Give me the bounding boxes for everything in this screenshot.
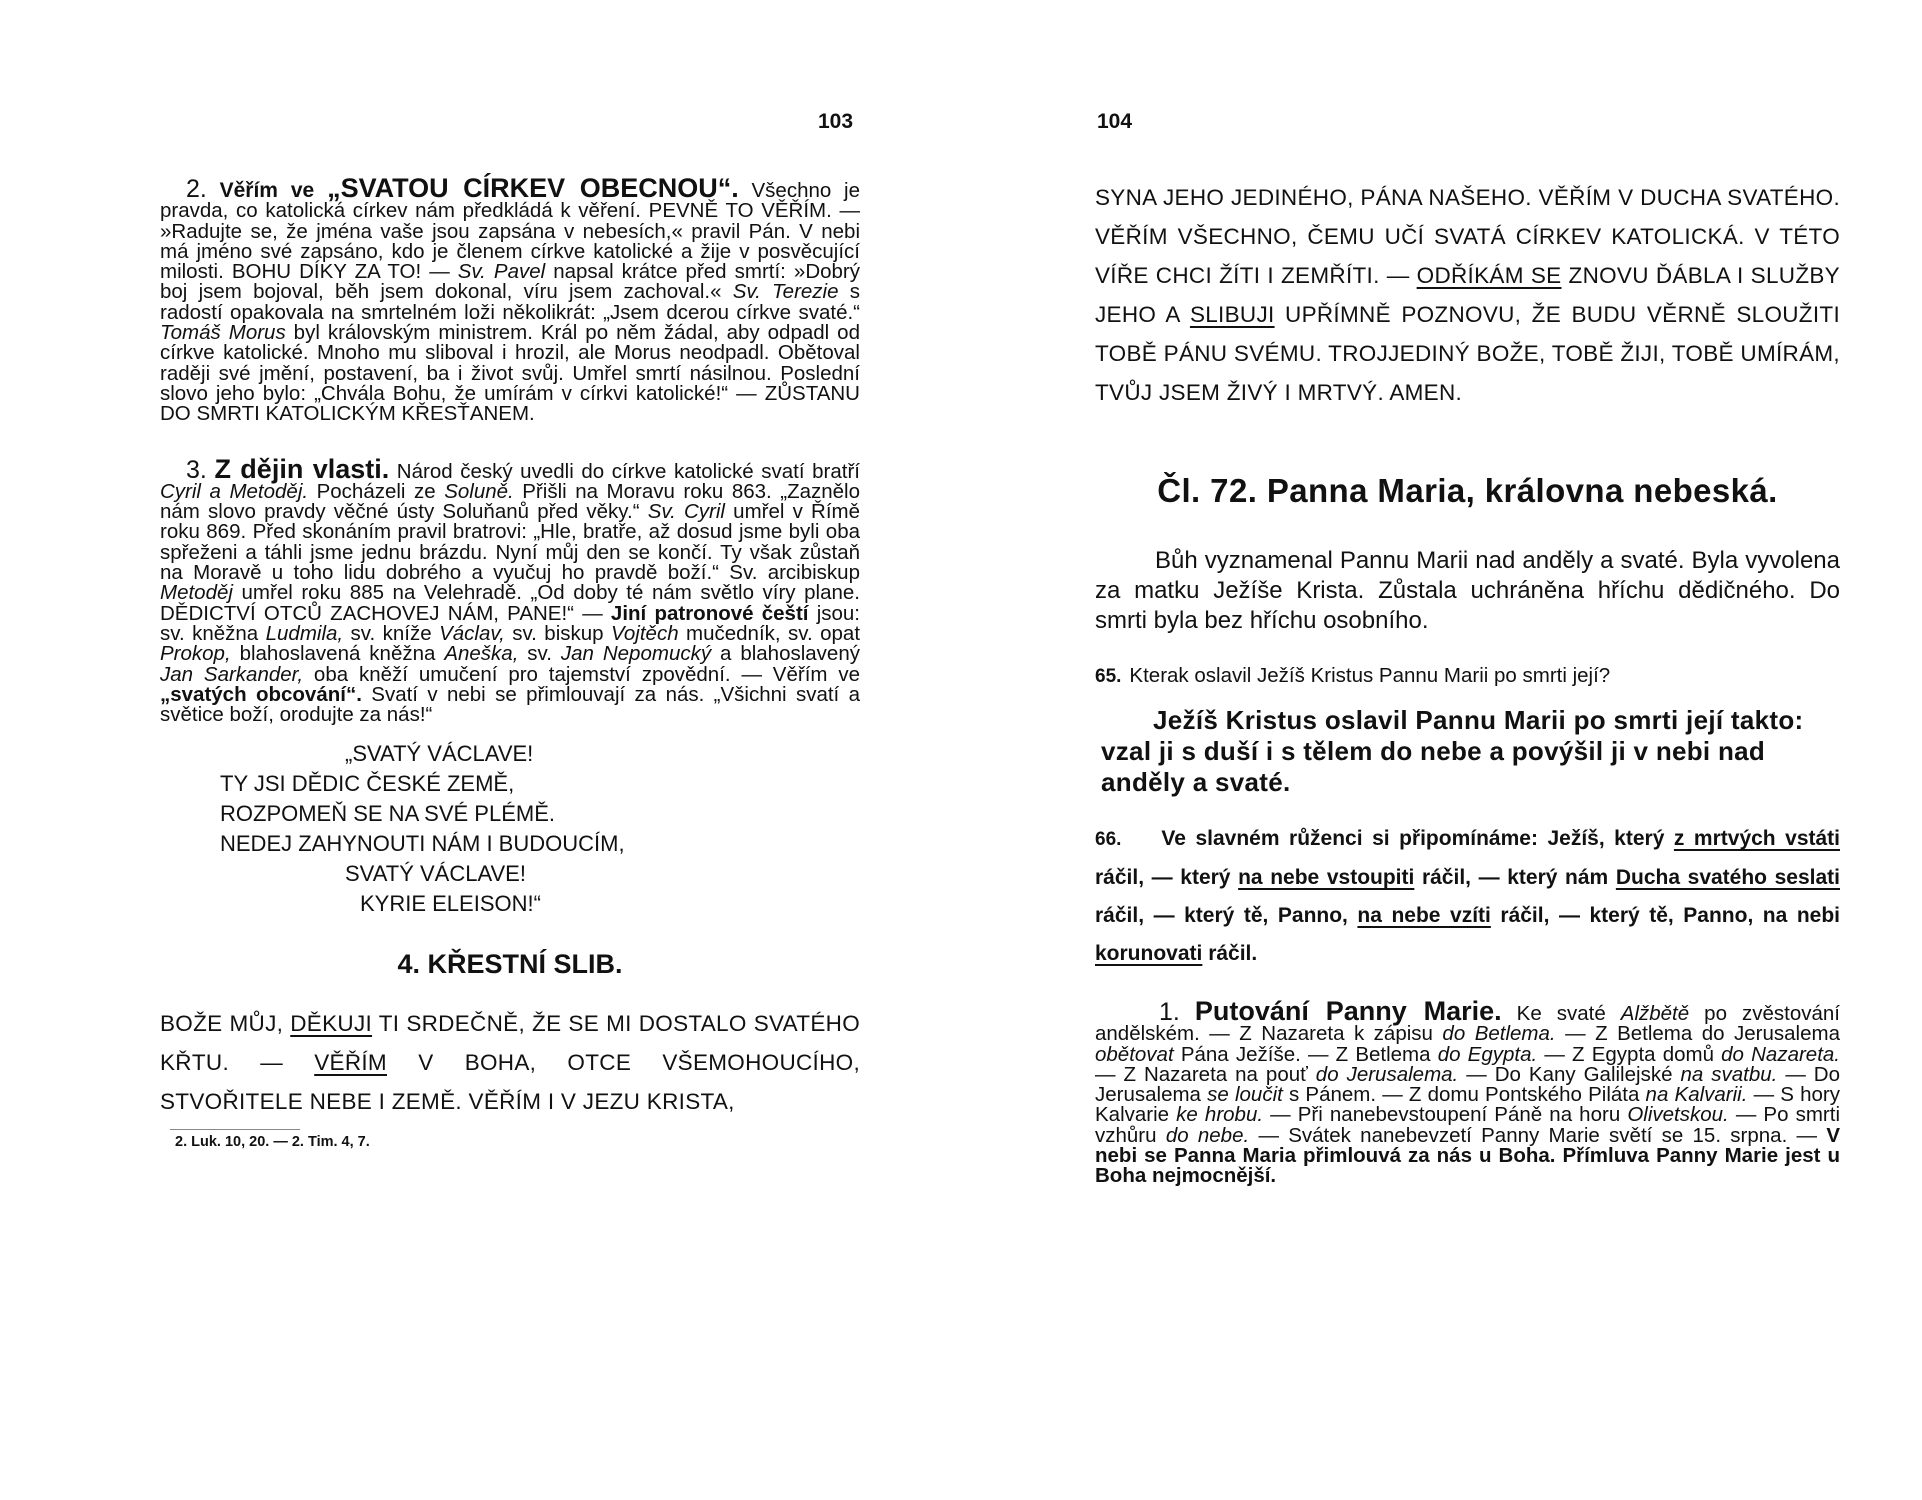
- text-italic: Jan Nepomucký: [560, 642, 712, 666]
- text: UPŘÍMNĚ POZNOVU, ŽE BUDU VĚRNĚ SLOUŽITI TOBĚ PÁNU SVÉMU. TROJJEDINÝ BOŽE, TOBĚ ŽIJI, TOBĚ UMÍRÁM, TVŮJ JSEM ŽIVÝ I MRTVÝ. AMEN.: [1095, 302, 1841, 405]
- text-italic: do Nazareta.: [1721, 1042, 1841, 1066]
- section-heading: Z dějin vlasti.: [214, 453, 390, 484]
- left-page: [160, 0, 860, 1500]
- poem-line: ROZPOMEŇ SE NA SVÉ PLÉMĚ.: [220, 801, 555, 827]
- text-underlined: z mrtvých vstáti: [1673, 827, 1840, 850]
- text: Přišli na Moravu roku 863. „Zaznělo nám slovo pravdy věčné ústy Soluňanů před věky.“: [160, 479, 861, 524]
- text: Svatí v nebi se přimlouvají za nás. „Všichni svatí a světice boží, orodujte za nás!“: [160, 682, 861, 727]
- text: — Po smrti vzhůru: [1095, 1103, 1841, 1147]
- text: s Pánem. — Z domu Pontského Piláta: [1282, 1083, 1646, 1107]
- text: — Z Betlema do Jerusalema: [1555, 1022, 1840, 1046]
- text: sv.: [518, 642, 561, 666]
- poem-line: „SVATÝ VÁCLAVE!: [345, 741, 534, 767]
- text-italic: Jan Sarkander,: [160, 662, 304, 686]
- text-italic: Sv. Pavel: [457, 260, 546, 284]
- text-italic: obětovat: [1095, 1042, 1174, 1066]
- text-italic: Olivetskou.: [1627, 1103, 1729, 1127]
- text-underlined: ODŘÍKÁM SE: [1416, 263, 1562, 288]
- section-1: [1095, 996, 1841, 1188]
- section-intro: Věřím ve: [219, 179, 328, 202]
- text-italic: Sv. Terezie: [732, 280, 839, 304]
- right-page: [1095, 0, 1840, 1500]
- section-heading: „SVATOU CÍRKEV OBECNOU“.: [327, 173, 739, 203]
- section-3: [160, 453, 861, 727]
- text-italic: do Betlema.: [1442, 1022, 1556, 1046]
- section-number: 1.: [1159, 998, 1180, 1026]
- text: Pocházeli ze: [308, 479, 445, 503]
- text-underlined: VĚŘÍM: [314, 1050, 387, 1076]
- text-italic: na Kalvarii.: [1645, 1083, 1748, 1107]
- text: byl královským ministrem. Král po něm žádal, aby odpadl od církve katolické. Mnoho mu sliboval i hrozil, ale Morus neodpadl. Obětoval raději své jmění, postavení, ba i život svůj. Umřel smrtí násilnou. Poslední slovo jeho bylo: „Chvála Bohu, že umírám v církvi katolické!“ — ZŮSTANU DO SMRTI KATOLICKÝM KŘESŤANEM.: [160, 321, 860, 426]
- text: oba kněží umučení pro tajemství zpovědní. — Věřím ve: [303, 662, 860, 686]
- text-italic: do Jerusalema.: [1315, 1062, 1459, 1086]
- section-4-heading: 4. KŘESTNÍ SLIB.: [397, 949, 623, 980]
- text-italic: Tomáš Morus: [160, 321, 286, 345]
- question-text: Kterak oslavil Ježíš Kristus Pannu Marii po smrti její?: [1129, 664, 1611, 687]
- text: a blahoslavený: [711, 642, 860, 666]
- text-underlined: DĚKUJI: [290, 1011, 373, 1037]
- text: ZNOVU ĎÁBLA I SLUŽBY JEHO A: [1095, 263, 1840, 327]
- text-underlined: korunovati: [1095, 942, 1203, 965]
- text-bold: „svatých obcování“.: [160, 682, 362, 706]
- text: V BOHA, OTCE VŠEMOHOUCÍHO, STVOŘITELE NEBE I ZEMĚ. VĚŘÍM I V JEZU KRISTA,: [160, 1050, 860, 1115]
- text-italic: na svatbu.: [1680, 1062, 1778, 1086]
- question-number: 65.: [1095, 666, 1122, 687]
- text: ráčil.: [1202, 942, 1258, 965]
- text: sv. biskup: [504, 621, 611, 645]
- text-italic: se loučit: [1207, 1083, 1283, 1107]
- section-2: [160, 173, 860, 426]
- text: BOŽE MŮJ,: [160, 1011, 291, 1037]
- text: — Při nanebevstoupení Páně na horu: [1263, 1103, 1628, 1127]
- poem: [220, 739, 860, 919]
- text-italic: ke hrobu.: [1176, 1103, 1264, 1127]
- text: umřel roku 885 na Velehradě. „Od doby té nám světlo víry plane. DĚDICTVÍ OTCŮ ZACHOVEJ NÁM, PANE!“ —: [160, 581, 860, 625]
- section-4-text: [160, 1004, 860, 1121]
- text: blahoslavená kněžna: [230, 642, 445, 666]
- text: — Z Egypta domů: [1537, 1042, 1722, 1066]
- text: jsou: sv. kněžna: [160, 601, 860, 645]
- text-italic: Cyril a Metoděj.: [160, 479, 309, 503]
- chapter-intro: Bůh vyznamenal Pannu Marii nad anděly a svaté. Byla vyvolena za matku Ježíše Krista. Zůstala uchráněna hříchu dědičného. Do smrti byla bez hříchu osobního.: [1095, 547, 1840, 634]
- poem-line: TY JSI DĚDIC ČESKÉ ZEMĚ,: [220, 771, 515, 797]
- text-italic: do nebe.: [1165, 1123, 1250, 1147]
- text: sv. kníže: [343, 621, 440, 645]
- text: — Z Nazareta na pouť: [1095, 1062, 1316, 1086]
- page-number: 104: [1097, 110, 1133, 133]
- text-italic: do Egypta.: [1437, 1042, 1538, 1066]
- text-italic: Ludmila,: [265, 621, 344, 645]
- text: — Do Kany Galilejské: [1458, 1062, 1681, 1086]
- text-italic: Soluně.: [444, 479, 514, 503]
- text: ráčil, — který: [1095, 866, 1239, 889]
- text: — S hory Kalvarie: [1095, 1083, 1840, 1127]
- text-italic: Sv. Cyril: [647, 500, 725, 524]
- left-page-body: [160, 173, 861, 1151]
- text-italic: Prokop,: [160, 642, 231, 666]
- text-underlined: na nebe vzíti: [1357, 904, 1491, 927]
- chapter-title: Čl. 72. Panna Maria, královna nebeská.: [1157, 472, 1778, 509]
- text: ráčil, — který tě, Panno, na nebi: [1490, 904, 1841, 927]
- section-number: 2.: [186, 175, 207, 203]
- text: Pána Ježíše. — Z Betlema: [1173, 1042, 1438, 1066]
- text: — Do Jerusalema: [1095, 1062, 1841, 1107]
- text: Národ český uvedli do církve katolické svatí bratří: [389, 459, 860, 483]
- text: mučedník, sv. opat: [678, 621, 861, 645]
- right-page-body: [1095, 178, 1840, 1187]
- text-bold: Jiní patronové čeští: [610, 601, 809, 625]
- section-number: 3.: [186, 455, 207, 484]
- poem-line: KYRIE ELEISON!“: [360, 891, 541, 917]
- text-bold: V nebi se Panna Maria přimlouvá za nás u Boha. Přímluva Panny Marie jest u Boha nejmocnější.: [1095, 1123, 1840, 1188]
- text-italic: Metoděj: [160, 581, 233, 605]
- poem-line: SVATÝ VÁCLAVE!: [345, 861, 526, 887]
- poem-line: NEDEJ ZAHYNOUTI NÁM I BUDOUCÍM,: [220, 831, 625, 857]
- text-italic: Vojtěch: [610, 621, 679, 645]
- text-italic: Aneška,: [444, 642, 519, 666]
- question-65: [1095, 662, 1840, 691]
- answer-65: Ježíš Kristus oslavil Pannu Marii po smrti její takto: vzal ji s duší i s tělem do nebe a povýšil ji v nebi nad anděly a svaté.: [1101, 705, 1804, 797]
- text: TI SRDEČNĚ, ŽE SE MI DOSTALO SVATÉHO KŘTU. —: [160, 1011, 860, 1076]
- text: po zvěstování andělském. — Z Nazareta k zápisu: [1095, 1002, 1840, 1046]
- text: napsal krátce před smrtí: »Dobrý boj jsem bojoval, běh jsem dokonal, víru jsem zachoval.«: [160, 260, 860, 304]
- question-number: 66.: [1095, 829, 1122, 850]
- text-italic: Václav,: [439, 621, 505, 645]
- text: s radostí opakovala na smrtelném loži několikrát: „Jsem dcerou církve svaté.“: [160, 280, 860, 324]
- text: umřel v Římě roku 869. Před skonáním pravil bratrovi: „Hle, bratře, až dosud jsme byli oba spřeženi a táhli jsme jednu brázdu. Nyní můj den se končí. Ty však zůstaň na Moravě u toho lidu dobrého a vyučuj ho pravdě boží.“ Sv. arcibiskup: [160, 500, 860, 585]
- question-66: [1095, 820, 1840, 973]
- text-underlined: na nebe vstoupiti: [1238, 866, 1415, 889]
- section-heading: Putování Panny Marie.: [1194, 996, 1502, 1026]
- text-underlined: Ducha svatého seslati: [1615, 866, 1840, 889]
- text: ráčil, — který tě, Panno,: [1095, 904, 1358, 927]
- text-italic: Alžbětě: [1620, 1002, 1690, 1025]
- text-underlined: SLIBUJI: [1189, 302, 1275, 327]
- footnote: 2. Luk. 10, 20. — 2. Tim. 4, 7.: [175, 1134, 370, 1151]
- footnote-rule: [170, 1129, 300, 1130]
- text: Všechno je pravda, co katolická církev nám předkládá k věření. PEVNĚ TO VĚŘÍM. — »Radujte se, že jména vaše jsou zapsána v nebesích,« pravil Pán. V nebi má jméno své zapsáno, kdo je členem církve katolické a žije v posvěcující milosti. BOHU DÍKY ZA TO! —: [160, 179, 860, 284]
- text: Ke svaté: [1501, 1002, 1621, 1025]
- text: SYNA JEHO JEDINÉHO, PÁNA NAŠEHO. VĚŘÍM V DUCHA SVATÉHO. VĚŘÍM VŠECHNO, ČEMU UČÍ SVATÁ CÍRKEV KATOLICKÁ. V TÉTO VÍŘE CHCI ŽÍTI I ZEMŘÍTI. —: [1095, 185, 1840, 288]
- text: ráčil, — který nám: [1414, 866, 1616, 889]
- page-number: 103: [818, 110, 854, 133]
- creed-continuation: [1095, 178, 1840, 412]
- text: — Svátek nanebevzetí Panny Marie světí se 15. srpna. —: [1249, 1123, 1827, 1147]
- text: Ve slavném růženci si připomínáme: Ježíš, který: [1161, 827, 1674, 850]
